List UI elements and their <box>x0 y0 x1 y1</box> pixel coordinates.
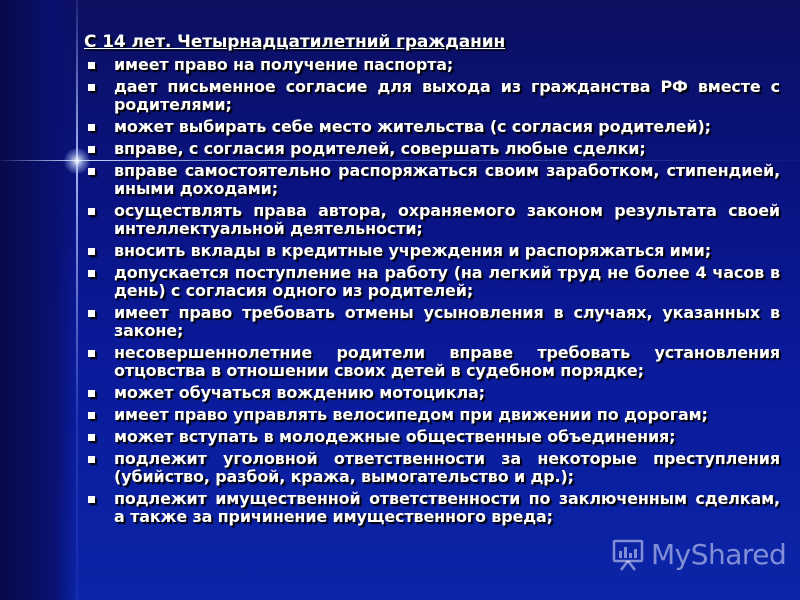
list-item-text: вправе самостоятельно распоряжаться своим заработком, стипендией, иными доходами; <box>114 161 780 198</box>
list-item <box>84 162 780 198</box>
square-bullet-icon <box>88 270 95 277</box>
square-bullet-icon <box>88 412 95 419</box>
list-item <box>84 450 780 486</box>
square-bullet-icon <box>88 84 95 91</box>
list-item-text: подлежит уголовной ответственности за некоторые преступления (убийство, разбой, кража, вымогательство и др.); <box>114 449 780 486</box>
list-item-text: имеет право требовать отмены усыновления в случаях, указанных в законе; <box>114 303 780 340</box>
list-item <box>84 344 780 380</box>
list-item <box>84 428 780 446</box>
slide-title: С 14 лет. Четырнадцатилетний гражданин <box>84 32 506 52</box>
list-item <box>84 242 780 260</box>
square-bullet-icon <box>88 434 95 441</box>
list-item <box>84 406 780 424</box>
list-item <box>84 78 780 114</box>
list-item <box>84 304 780 340</box>
list-item-text: осуществлять права автора, охраняемого законом результата своей интеллектуальной деятельности; <box>114 201 780 238</box>
presentation-board-icon <box>611 538 645 572</box>
list-item-text: вправе, с согласия родителей, совершать любые сделки; <box>114 139 646 158</box>
list-item-text: может выбирать себе место жительства (с согласия родителей); <box>114 117 711 136</box>
watermark-text: MyShared <box>651 538 787 571</box>
square-bullet-icon <box>88 146 95 153</box>
square-bullet-icon <box>88 248 95 255</box>
list-item <box>84 118 780 136</box>
left-decorative-band <box>0 0 77 600</box>
list-item <box>84 264 780 300</box>
square-bullet-icon <box>88 168 95 175</box>
square-bullet-icon <box>88 390 95 397</box>
vertical-accent-line <box>76 0 78 600</box>
list-item-text: имеет право на получение паспорта; <box>114 55 454 74</box>
list-item <box>84 202 780 238</box>
list-item <box>84 490 780 526</box>
watermark <box>611 536 787 576</box>
square-bullet-icon <box>88 208 95 215</box>
square-bullet-icon <box>88 62 95 69</box>
list-item <box>84 384 780 402</box>
list-item-text: вносить вклады в кредитные учреждения и распоряжаться ими; <box>114 241 711 260</box>
list-item-text: несовершеннолетние родители вправе требовать установления отцовства в отношении своих детей в судебном порядке; <box>114 343 780 380</box>
square-bullet-icon <box>88 124 95 131</box>
list-item-text: имеет право управлять велосипедом при движении по дорогам; <box>114 405 708 424</box>
list-item <box>84 56 780 74</box>
square-bullet-icon <box>88 350 95 357</box>
list-item-text: может обучаться вождению мотоцикла; <box>114 383 485 402</box>
square-bullet-icon <box>88 496 95 503</box>
list-item-text: подлежит имущественной ответственности по заключенным сделкам, а также за причинение имущественного вреда; <box>114 489 780 526</box>
list-item <box>84 140 780 158</box>
slide-content <box>84 33 780 530</box>
list-item-text: допускается поступление на работу (на легкий труд не более 4 часов в день) с согласия одного из родителей; <box>114 263 780 300</box>
rights-list <box>84 56 780 526</box>
list-item-text: дает письменное согласие для выхода из гражданства РФ вместе с родителями; <box>114 77 780 114</box>
square-bullet-icon <box>88 456 95 463</box>
square-bullet-icon <box>88 310 95 317</box>
list-item-text: может вступать в молодежные общественные объединения; <box>114 427 676 446</box>
